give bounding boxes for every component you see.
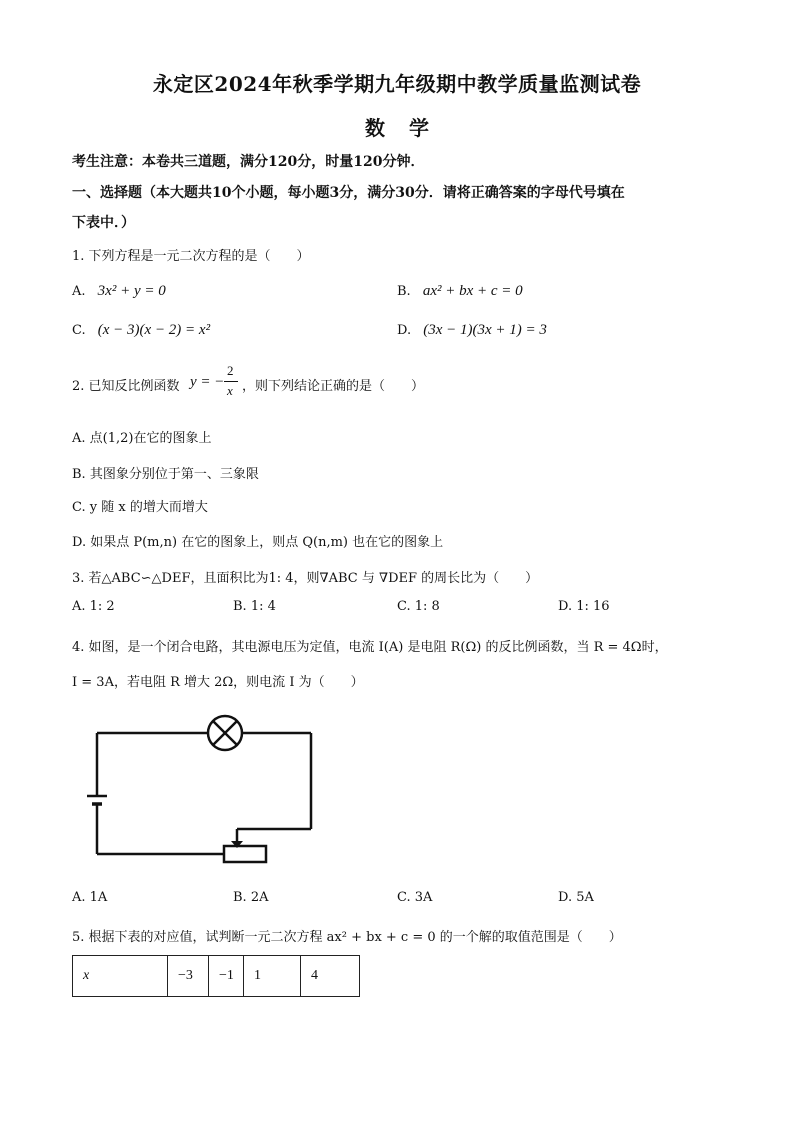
- q3-option-d: D. 1: 16: [558, 599, 610, 614]
- q4-option-c: C. 3A: [397, 890, 433, 905]
- table-row: [73, 956, 360, 997]
- rheostat-icon: [224, 846, 266, 862]
- section-heading-line1: 一、选择题（本大题共10个小题，每小题3分，满分30分．请将正确答案的字母代号填在: [72, 185, 625, 201]
- q1-option-c-label: C.: [72, 323, 86, 338]
- q2-function-denominator: x: [227, 383, 233, 398]
- q3-option-a: A. 1: 2: [72, 599, 115, 614]
- q4-option-a: A. 1A: [72, 890, 108, 905]
- q1-option-a-label: A.: [72, 284, 86, 299]
- q2-function-numerator: 2: [227, 363, 234, 378]
- q1-option-b: [397, 283, 523, 300]
- q3-option-b: B. 1: 4: [233, 599, 276, 614]
- q5-stem: 5. 根据下表的对应值，试判断一元二次方程 ax² + bx + c = 0 的一个解的取值范围是（ ）: [72, 930, 622, 945]
- q2-function-lhs: y = −: [190, 374, 225, 390]
- circuit-diagram: [80, 712, 330, 872]
- subject-title: 数学: [365, 116, 453, 140]
- q1-option-d-label: D.: [397, 323, 412, 338]
- table-cell: 4: [301, 956, 360, 997]
- table-cell: 1: [244, 956, 301, 997]
- q2-stem-prefix: 2. 已知反比例函数: [72, 379, 180, 394]
- q2-option-b: B. 其图象分别位于第一、三象限: [72, 467, 259, 482]
- q2-fraction-bar: [224, 381, 238, 382]
- table-cell: −1: [209, 956, 244, 997]
- q3-stem: 3. 若△ABC∽△DEF，且面积比为1: 4，则∇ABC 与 ∇DEF 的周长比为（ ）: [72, 571, 539, 586]
- q1-option-b-expr: ax² + bx + c = 0: [422, 283, 523, 299]
- q1-option-c: [72, 322, 210, 339]
- exam-title: 永定区2024年秋季学期九年级期中教学质量监测试卷: [152, 72, 642, 96]
- section-heading-line2: 下表中．）: [72, 215, 135, 231]
- q2-stem-suffix: ，则下列结论正确的是（ ）: [242, 379, 425, 394]
- q2-option-d: D. 如果点 P(m,n) 在它的图象上，则点 Q(n,m) 也在它的图象上: [72, 535, 444, 550]
- q1-stem: 1. 下列方程是一元二次方程的是（ ）: [72, 249, 310, 264]
- table-cell: −3: [168, 956, 209, 997]
- q1-option-c-expr: (x − 3)(x − 2) = x²: [97, 322, 211, 338]
- q3-option-c: C. 1: 8: [397, 599, 440, 614]
- table-cell-header: x: [73, 956, 168, 997]
- exam-notice: 考生注意：本卷共三道题，满分120分，时量120分钟．: [72, 154, 425, 170]
- q2-option-a: A. 点(1,2)在它的图象上: [72, 431, 212, 446]
- q2-option-c: C. y 随 x 的增大而增大: [72, 500, 208, 515]
- q4-stem-line1: 4. 如图，是一个闭合电路，其电源电压为定值，电流 I(A) 是电阻 R(Ω) 的反比例函数，当 R = 4Ω时，: [72, 640, 668, 655]
- q1-option-d: [397, 322, 547, 339]
- q4-option-b: B. 2A: [233, 890, 269, 905]
- q1-option-b-label: B.: [397, 284, 411, 299]
- q4-stem-line2: I = 3A，若电阻 R 增大 2Ω，则电流 I 为（ ）: [72, 675, 364, 690]
- q1-option-a-expr: 3x² + y = 0: [97, 283, 166, 299]
- q4-option-d: D. 5A: [558, 890, 594, 905]
- q5-value-table: [72, 955, 360, 997]
- q1-option-a: [72, 283, 166, 300]
- q1-option-d-expr: (3x − 1)(3x + 1) = 3: [423, 322, 547, 338]
